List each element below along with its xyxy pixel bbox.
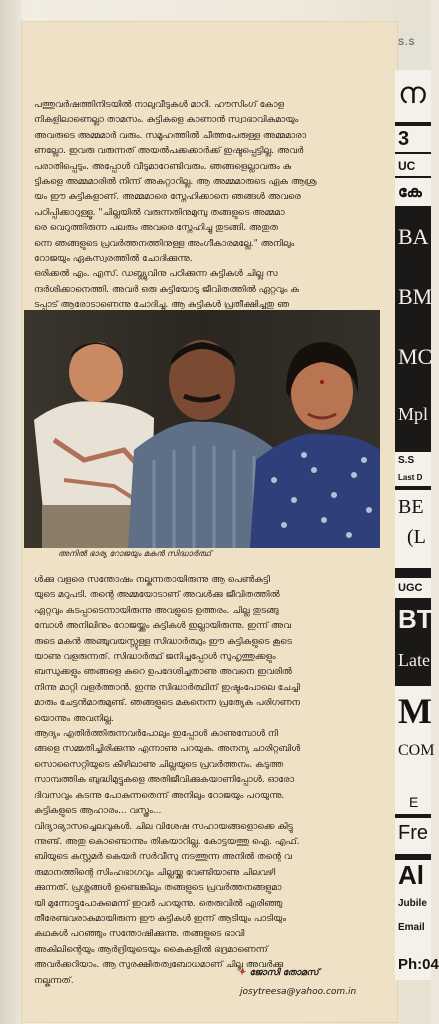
ad-top-strip <box>395 22 431 70</box>
page-edge <box>0 0 22 1024</box>
byline-author-name: ജോസി തോമസ് <box>249 968 319 978</box>
byline-email: josytreesa@yahoo.com.in <box>240 987 357 997</box>
advertisement-column <box>395 70 439 980</box>
family-photo <box>24 310 380 548</box>
byline-star-icon: ✦ <box>238 968 246 978</box>
byline-author <box>238 968 319 978</box>
ad-item: Al Jubile Email <box>395 860 431 950</box>
ad-item: ന <box>395 70 431 122</box>
ad-item: Mpl <box>398 404 429 424</box>
ad-item: UGC <box>395 578 431 598</box>
ad-item: BA <box>398 224 429 249</box>
ad-item: UC <box>395 154 431 176</box>
ad-item: M COM <box>395 686 431 794</box>
ad-top-strip-text: S.S <box>398 37 416 47</box>
family-photo-illustration <box>24 310 380 548</box>
article-paragraph-2: ൾക്കു വളരെ സന്തോഷം നല്കുന്നതായിരുന്നു ആ പെൺകുട്ടി യുടെ മറുപടി. തന്റെ അമ്മയോടാണ് അവൾക്കു ജീവിതത്തിൽ ഏറ്റവും കടപ്പാടെന്നായിരുന്നു അവളുടെ ഉത്തരം. ചില്ല തുടങ്ങു മ്പോൾ അനിലിനും റോജയ്ക്കും കുട്ടികൾ ഇല്ലായിരുന്നു. ഇന്ന് അവ രുടെ മകൻ അഞ്ചുവയസ്സുള്ള സിദ്ധാർത്ഥും ഈ കുട്ടികളുടെ കൂടെ യാണു വളരുന്നത്. സിദ്ധാർത്ഥ് ജനിച്ചപ്പോൾ സുഹൃത്തുക്കളും ബന്ധുക്കളും ഞങ്ങളെ കുറെ ഉപദേശിച്ചതാണു അവനെ ഇവരിൽ നിന്നു മാറ്റി വളർത്താൻ. ഇന്നു സിദ്ധാർത്ഥിന് ഇഷ്ടംപോലെ ചേച്ചി മാരും ചേട്ടൻമാരുമുണ്ട്. ഞങ്ങളുടെ മകനെന്ന പ്രത്യേക പരിഗണന യൊന്നും അവനില്ല. ആദ്യം എതിർത്തിരുന്നവർപോലും ഇപ്പോൾ കാണുമ്പോൾ നി ങ്ങളെ സമ്മതിച്ചിരിക്കുന്നു എന്നാണു പറയുക. അനന്യ ചാരിറ്റബിൾ സൊസൈറ്റിയുടെ കീഴിലാണു ചില്ലയുടെ പ്രവർത്തനം. കടുത്ത സാമ്പത്തിക ബുദ്ധിമുട്ടുകളെ അതിജീവിക്കുകയാണിപ്പോൾ. ഓരോ ദിവസവും കടന്നു പോകുന്നതെന്ന് അനിലും റോജയും പറയുന്നു. കുട്ടികളുടെ ആഹാരം... വസ്ത്രം... വിദ്യാഭ്യാസച്ചെലവുകൾ. ചില വിശേഷ സഹായങ്ങളൊക്കെ കിട്ടു ന്നുണ്ട്. അതു കൊണ്ടൊന്നും തികയാറില്ല. കോട്ടയത്തു ഐ. എഫ്. ബിയുടെ കസ്റ്റമർ കെയർ സർവീസു നടത്തുന്ന അനിൽ തന്റെ വ രുമാനത്തിന്റെ സിംഹഭാഗവും ചില്ലയ്ക്കു വേണ്ടിയാണു ചിലവഴി ക്കുന്നത്. പ്രശ്നങ്ങൾ ഉണ്ടെങ്കിലും തങ്ങളുടെ പ്രവർത്തനങ്ങളുമാ യി മുന്നോട്ടുപോകുമെന്ന് ഇവർ പറയുന്നു. തെരുവിൽ എരിഞ്ഞു തീരേണ്ടവരാകുമായിരുന്ന ഈ കുട്ടികൾ ഇന്ന് ആടിയും പാടിയും കഥകൾ പറഞ്ഞും സന്തോഷിക്കുന്നു. തങ്ങളുടെ ഭാവി അകിലിന്റെയും ആർദ്രിയുടെയും കൈകളിൽ ഭദ്രമാണെന്ന് അവർക്കറിയാം. ആ സുരക്ഷിതത്വബോധമാണ് ചില്ല അവർക്കു നല്കുന്നത്. <box>34 575 301 986</box>
ad-item: S.S <box>395 452 431 470</box>
ad-item: Last D <box>395 470 431 486</box>
ad-item: Fre <box>395 818 431 854</box>
ad-item: E <box>395 792 431 814</box>
photo-caption: അനിൽ ഭാര്യ റോജയും മകൻ സിദ്ധാർത്ഥ് <box>58 549 211 558</box>
ad-item: BE (L <box>395 490 431 568</box>
ad-item: Late <box>398 650 430 670</box>
ad-item: 3 <box>395 126 431 152</box>
ad-item: MC <box>398 344 433 369</box>
article-paragraph-1: പത്തുവർഷത്തിനിടയിൽ നാലുവീടുകൾ മാറി. ഹൗസിംഗ് കോള നികളിലാണെല്ലാ താമസം. കുട്ടികളെ കാണാൻ സ്വാഭാവികമായും അവരുടെ അമ്മമാർ വരും. സമൂഹത്തിൽ ചീത്തപേരുള്ള അമ്മമാരാ ണല്ലോ. ഇവരു വരുന്നത് അയൽപക്കക്കാർക്ക് ഇഷ്ടപ്പെട്ടില്ല. അവർ പരാതിപ്പെടും. അപ്പോൾ വീടുമാറേണ്ടിവരും. ഞങ്ങളെല്ലാവരും കു ട്ടികളെ അമ്മമാരിൽ നിന്ന് അകറ്റാറില്ല. ആ അമ്മമാരുടെ ഏക ആശ്ര യം ഈ കുട്ടികളാണ്. അമ്മമാരെ സ്നേഹിക്കാനെ ഞങ്ങൾ അവരെ പഠിപ്പിക്കാറുള്ളൂ. "ചില്ലയിൽ വരുന്നതിനുമുമ്പു തങ്ങളുടെ അമ്മമാ രെ വെറുത്തിരുന്ന പലരും അവരെ സ്നേഹിച്ചു തുടങ്ങി. അതുത ന്നെ ഞങ്ങളുടെ പ്രവർത്തനത്തിനുള്ള അംഗീകാരമല്ലേ." അനിലും റോജയും ഏകസ്വരത്തിൽ ചോദിക്കുന്നു. ഒരിക്കൽ എം. എസ്. ഡബ്ല്യുവിനു പഠിക്കുന്ന കുട്ടികൾ ചില്ല സ ന്ദർശിക്കാനെത്തി. അവർ ഒരു കുട്ടിയോടു ജീവിതത്തിൽ ഏറ്റവും ക ടപ്പാട് ആരോടാണെന്നു ചോദിച്ചു. ആ കുട്ടികൾ പ്രതീക്ഷിച്ചതു ഞ <box>34 100 317 311</box>
ad-item: BT <box>398 604 433 634</box>
ad-item: കേ <box>395 178 431 206</box>
ad-item: BM <box>398 284 433 309</box>
ad-item: Ph:04 <box>395 950 431 980</box>
